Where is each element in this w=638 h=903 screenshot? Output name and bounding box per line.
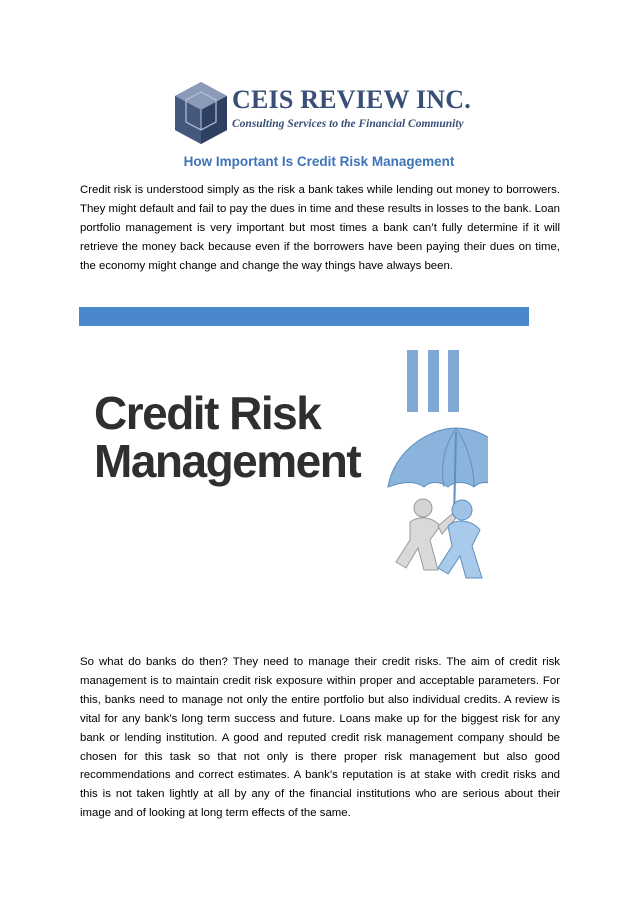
banner-bar bbox=[79, 307, 529, 326]
credit-risk-graphic bbox=[88, 342, 488, 602]
umbrella-icon bbox=[388, 428, 488, 518]
people-figures-icon bbox=[396, 499, 482, 578]
vertical-bars-icon bbox=[407, 350, 459, 412]
company-tagline: Consulting Services to the Financial Community bbox=[232, 118, 464, 130]
cube-icon bbox=[172, 80, 230, 146]
company-logo bbox=[172, 80, 471, 148]
body-paragraph: So what do banks do then? They need to manage their credit risks. The aim of credit risk management is to maintain credit risk exposure within proper and acceptable parameters. For this, banks need to manage not only the entire portfolio but also individual credits. A review is vital for any bank’s long term success and future. Loans make up for the biggest risk for any bank or lending institution. A good and reputed credit risk management company should be chosen for this task so that not only is there proper risk management but also good recommendations and correct estimates. A bank’s reputation is at stake with credit risks and this is not taken lightly at all by any of the financial institutions who are serious about their image and of looking at long term effects of the same. bbox=[80, 656, 560, 820]
graphic-title-line-2: Management bbox=[94, 435, 361, 487]
intro-paragraph: Credit risk is understood simply as the risk a bank takes while lending out money to borrowers. They might default and fail to pay the dues in time and these results in losses to the bank. Loan portfolio management is very important but most times a bank can’t fully determine if it will retrieve the money back because even if the borrowers have been paying their dues on time, the economy might change and change the way things have always been. bbox=[80, 184, 560, 272]
company-name: CEIS REVIEW INC. bbox=[232, 85, 471, 114]
page-title: How Important Is Credit Risk Management bbox=[183, 154, 455, 169]
graphic-title-line-1: Credit Risk bbox=[94, 387, 321, 439]
